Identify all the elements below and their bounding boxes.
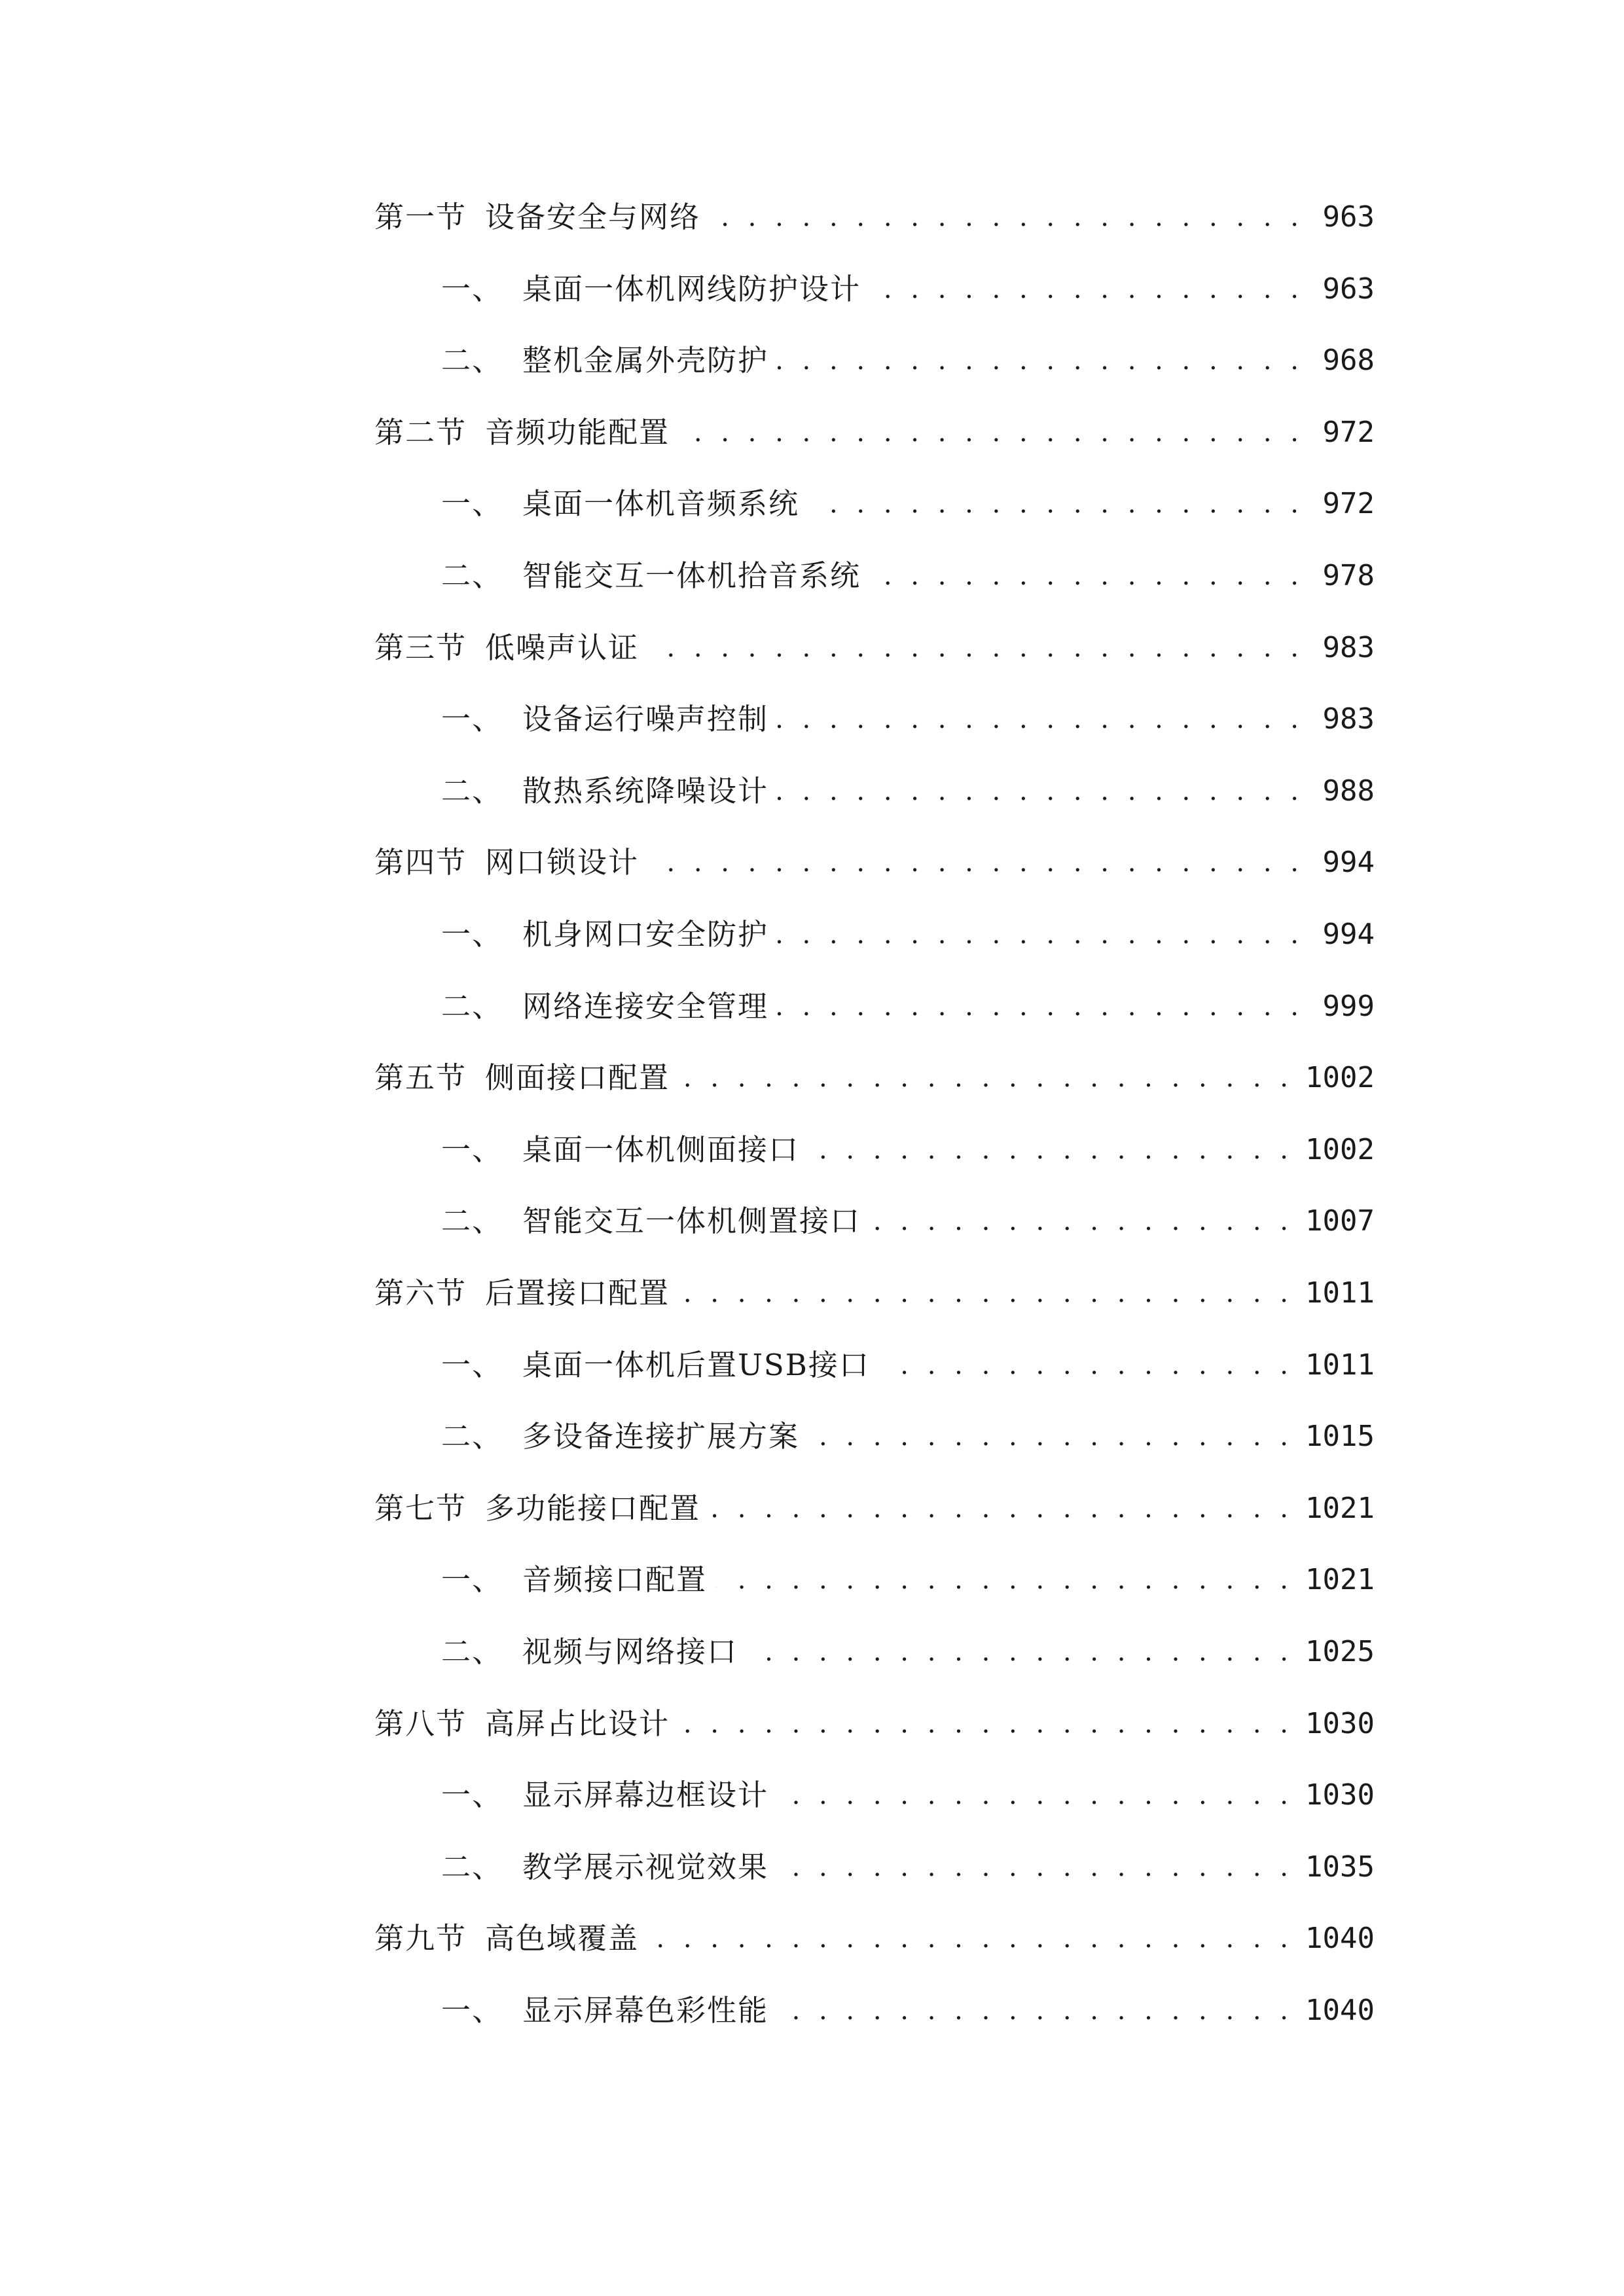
toc-entry-page-number: 1002: [1305, 1133, 1375, 1166]
toc-subsection-entry[interactable]: [441, 1198, 1375, 1244]
dot-leader: [778, 1988, 1293, 2034]
toc-entry-page-number: 994: [1322, 918, 1375, 951]
dot-leader: [747, 1629, 1293, 1675]
toc-entry-number: 一、: [441, 1348, 503, 1382]
toc-entry-title: 高屏占比设计: [485, 1706, 670, 1741]
dot-leader: [679, 410, 1304, 456]
toc-entry-title: 桌面一体机后置USB接口: [522, 1348, 870, 1382]
toc-entry-page-number: 1021: [1305, 1563, 1375, 1596]
toc-entry-title: 智能交互一体机拾音系统: [522, 558, 861, 593]
toc-entry-number: 二、: [441, 558, 503, 593]
toc-entry-page-number: 1030: [1305, 1707, 1375, 1740]
toc-entry-number: 第三节: [374, 630, 467, 665]
toc-entry-page-number: 972: [1322, 487, 1375, 520]
dot-leader: [679, 1701, 1293, 1747]
toc-section-entry[interactable]: [374, 625, 1375, 671]
toc-entry-page-number: 1040: [1305, 1922, 1375, 1955]
toc-entry-number: 第八节: [374, 1706, 467, 1741]
dot-leader: [808, 1414, 1293, 1460]
toc-entry-page-number: 1007: [1305, 1204, 1375, 1238]
toc-entry-page-number: 1030: [1305, 1778, 1375, 1812]
dot-leader: [879, 1342, 1293, 1388]
toc-subsection-entry[interactable]: [441, 1844, 1375, 1890]
dot-leader: [716, 1557, 1293, 1603]
toc-entry-number: 二、: [441, 1204, 503, 1238]
toc-entry-title: 网络连接安全管理: [522, 989, 769, 1024]
toc-entry-number: 二、: [441, 774, 503, 808]
toc-entry-number: 第六节: [374, 1276, 467, 1310]
dot-leader: [778, 768, 1304, 814]
toc-entry-title: 桌面一体机网线防护设计: [522, 272, 861, 306]
toc-entry-number: 第四节: [374, 845, 467, 880]
toc-entry-title: 桌面一体机音频系统: [522, 486, 800, 521]
toc-entry-number: 第一节: [374, 200, 467, 234]
toc-entry-title: 多设备连接扩展方案: [522, 1419, 800, 1454]
toc-entry-title: 桌面一体机侧面接口: [522, 1132, 800, 1167]
toc-subsection-entry[interactable]: [441, 1414, 1375, 1460]
toc-entry-page-number: 1035: [1305, 1850, 1375, 1884]
toc-section-entry[interactable]: [374, 1916, 1375, 1962]
toc-subsection-entry[interactable]: [441, 1342, 1375, 1388]
toc-entry-number: 二、: [441, 1419, 503, 1454]
toc-subsection-entry[interactable]: [441, 1772, 1375, 1818]
toc-subsection-entry[interactable]: [441, 768, 1375, 814]
toc-entry-title: 高色域覆盖: [485, 1921, 640, 1956]
toc-entry-number: 一、: [441, 1562, 503, 1597]
toc-entry-title: 散热系统降噪设计: [522, 774, 769, 808]
toc-entry-number: 第五节: [374, 1060, 467, 1095]
toc-entry-page-number: 1040: [1305, 1994, 1375, 2027]
toc-subsection-entry[interactable]: [441, 984, 1375, 1030]
dot-leader: [808, 481, 1304, 527]
toc-entry-number: 一、: [441, 702, 503, 736]
dot-leader: [870, 1198, 1293, 1244]
toc-section-entry[interactable]: [374, 840, 1375, 886]
toc-entry-number: 二、: [441, 1634, 503, 1669]
dot-leader: [679, 1055, 1293, 1101]
toc-entry-number: 二、: [441, 343, 503, 378]
dot-leader: [778, 984, 1304, 1030]
dot-leader: [710, 194, 1304, 240]
toc-section-entry[interactable]: [374, 1270, 1375, 1316]
dot-leader: [778, 338, 1304, 384]
toc-section-entry[interactable]: [374, 1055, 1375, 1101]
toc-entry-title: 设备运行噪声控制: [522, 702, 769, 736]
toc-entry-title: 音频功能配置: [485, 415, 670, 450]
toc-entry-title: 音频接口配置: [522, 1562, 708, 1597]
toc-entry-title: 低噪声认证: [485, 630, 640, 665]
toc-entry-title: 视频与网络接口: [522, 1634, 738, 1669]
toc-entry-page-number: 1015: [1305, 1420, 1375, 1453]
dot-leader: [648, 625, 1304, 671]
toc-entry-page-number: 968: [1322, 344, 1375, 377]
toc-entry-title: 侧面接口配置: [485, 1060, 670, 1095]
dot-leader: [778, 1844, 1293, 1890]
toc-entry-page-number: 999: [1322, 990, 1375, 1023]
toc-entry-title: 显示屏幕边框设计: [522, 1778, 769, 1812]
toc-entry-number: 一、: [441, 272, 503, 306]
dot-leader: [679, 1270, 1293, 1316]
toc-entry-number: 一、: [441, 1132, 503, 1167]
toc-entry-title: 显示屏幕色彩性能: [522, 1993, 769, 2028]
toc-entry-page-number: 1011: [1305, 1348, 1375, 1382]
toc-entry-page-number: 1025: [1305, 1635, 1375, 1668]
toc-subsection-entry[interactable]: [441, 266, 1375, 312]
dot-leader: [778, 1772, 1293, 1818]
toc-subsection-entry[interactable]: [441, 338, 1375, 384]
toc-entry-number: 第二节: [374, 415, 467, 450]
toc-entry-number: 第七节: [374, 1491, 467, 1526]
toc-subsection-entry[interactable]: [441, 1629, 1375, 1675]
toc-entry-page-number: 963: [1322, 272, 1375, 306]
dot-leader: [870, 553, 1304, 599]
toc-section-entry[interactable]: [374, 410, 1375, 456]
toc-entry-number: 一、: [441, 486, 503, 521]
toc-subsection-entry[interactable]: [441, 1127, 1375, 1173]
toc-entry-number: 一、: [441, 1993, 503, 2028]
toc-subsection-entry[interactable]: [441, 696, 1375, 742]
toc-entry-title: 网口锁设计: [485, 845, 640, 880]
toc-entry-page-number: 988: [1322, 774, 1375, 808]
toc-entry-title: 智能交互一体机侧置接口: [522, 1204, 861, 1238]
dot-leader: [778, 912, 1304, 958]
toc-entry-page-number: 994: [1322, 846, 1375, 879]
toc-section-entry[interactable]: [374, 1486, 1375, 1532]
toc-entry-page-number: 983: [1322, 631, 1375, 664]
toc-subsection-entry[interactable]: [441, 553, 1375, 599]
toc-entry-page-number: 978: [1322, 559, 1375, 592]
toc-entry-number: 二、: [441, 989, 503, 1024]
toc-entry-title: 后置接口配置: [485, 1276, 670, 1310]
toc-subsection-entry[interactable]: [441, 481, 1375, 527]
toc-entry-title: 设备安全与网络: [485, 200, 701, 234]
toc-entry-title: 整机金属外壳防护: [522, 343, 769, 378]
toc-subsection-entry[interactable]: [441, 912, 1375, 958]
toc-entry-page-number: 1002: [1305, 1061, 1375, 1094]
toc-subsection-entry[interactable]: [441, 1988, 1375, 2034]
toc-entry-title: 机身网口安全防护: [522, 917, 769, 952]
toc-entry-number: 二、: [441, 1850, 503, 1884]
toc-entry-page-number: 983: [1322, 702, 1375, 736]
toc-entry-page-number: 1021: [1305, 1492, 1375, 1525]
dot-leader: [710, 1486, 1293, 1532]
toc-section-entry[interactable]: [374, 194, 1375, 240]
toc-entry-page-number: 963: [1322, 200, 1375, 234]
dot-leader: [778, 696, 1304, 742]
toc-subsection-entry[interactable]: [441, 1557, 1375, 1603]
dot-leader: [808, 1127, 1293, 1173]
toc-entry-title: 教学展示视觉效果: [522, 1850, 769, 1884]
toc-entry-number: 一、: [441, 917, 503, 952]
toc-entry-page-number: 972: [1322, 416, 1375, 449]
toc-entry-page-number: 1011: [1305, 1276, 1375, 1310]
dot-leader: [648, 1916, 1293, 1962]
toc-entry-title: 多功能接口配置: [485, 1491, 701, 1526]
dot-leader: [648, 840, 1304, 886]
toc-entry-number: 一、: [441, 1778, 503, 1812]
toc-section-entry[interactable]: [374, 1701, 1375, 1747]
dot-leader: [870, 266, 1304, 312]
toc-entry-number: 第九节: [374, 1921, 467, 1956]
